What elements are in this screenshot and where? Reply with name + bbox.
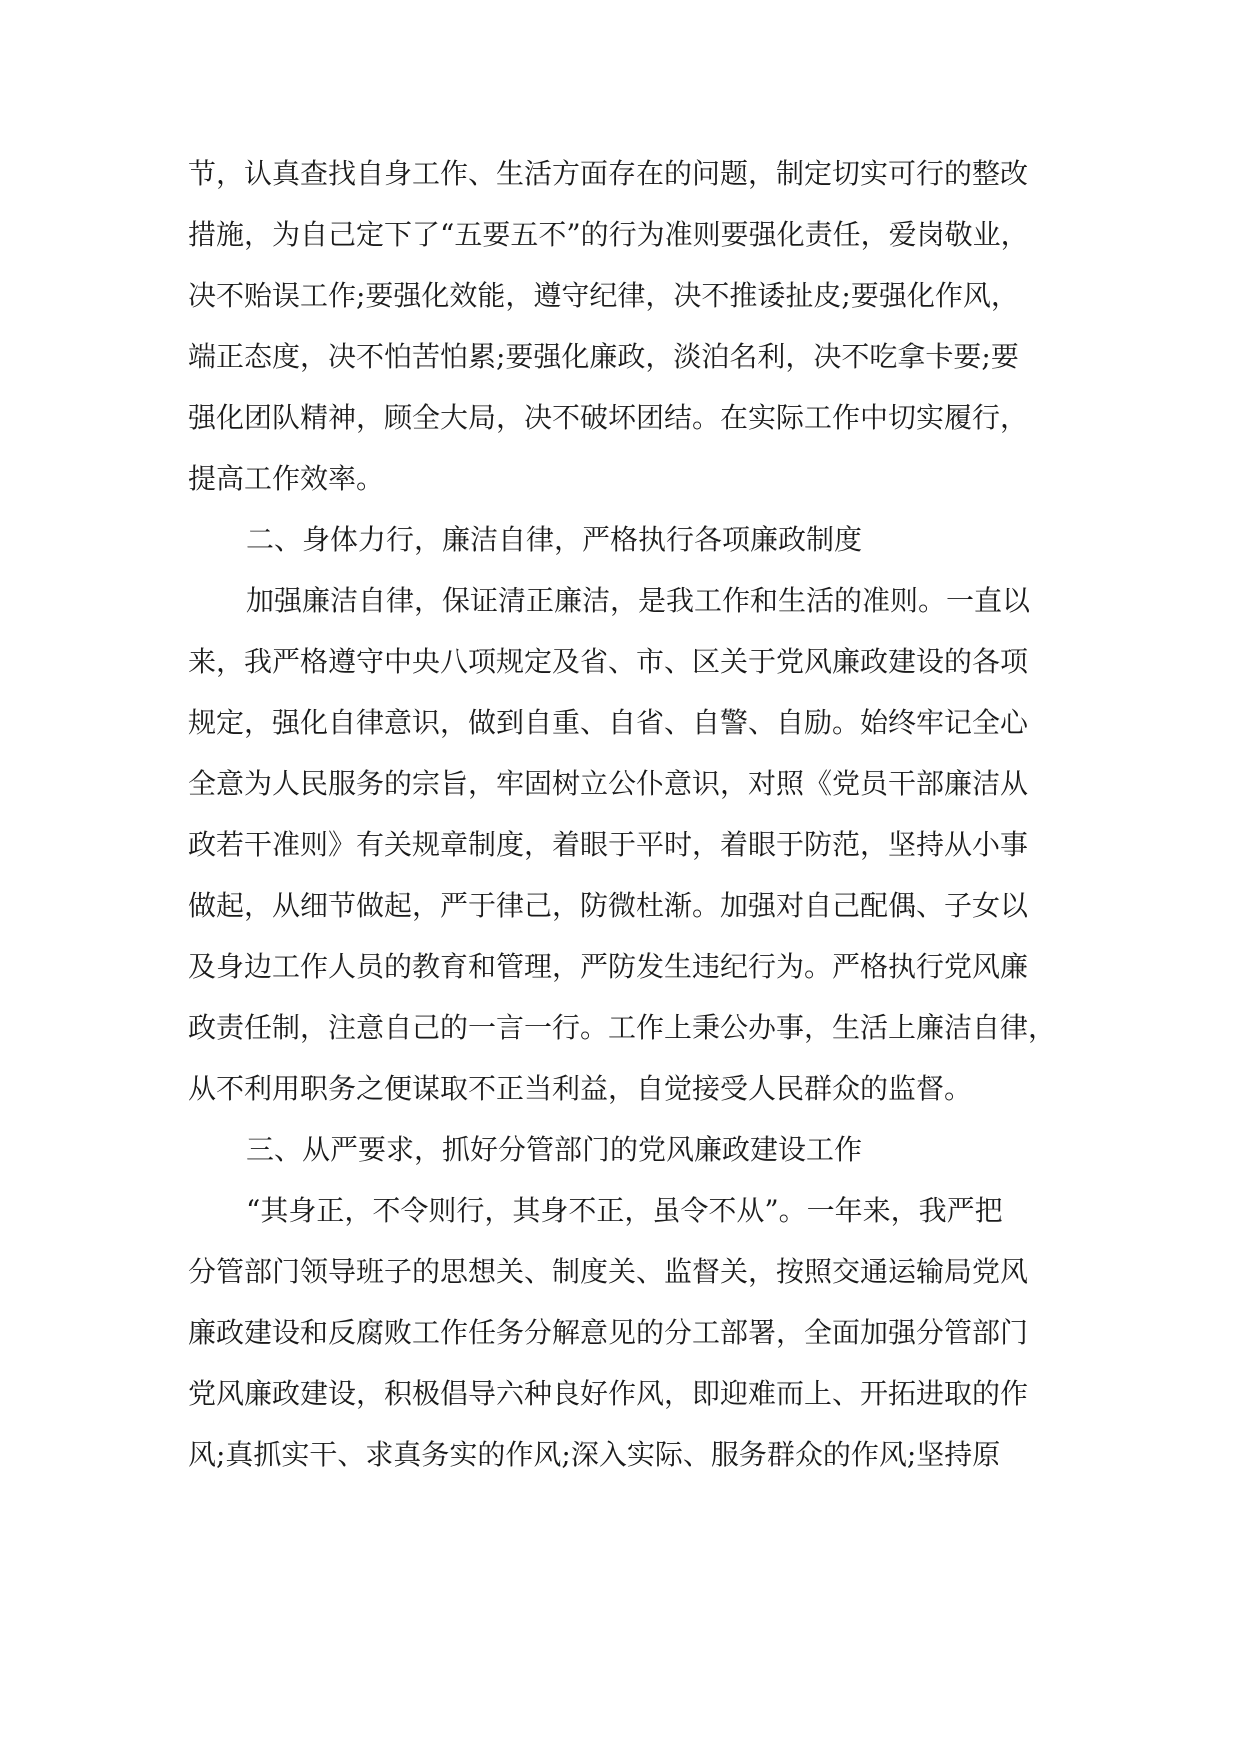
text-line: 加强廉洁自律，保证清正廉洁，是我工作和生活的准则。一直以	[246, 584, 1031, 617]
text-line: 廉政建设和反腐败工作任务分解意见的分工部署，全面加强分管部门	[188, 1316, 1029, 1349]
text-line: 分管部门领导班子的思想关、制度关、监督关，按照交通运输局党风	[188, 1255, 1029, 1288]
text-line: 来，我严格遵守中央八项规定及省、市、区关于党风廉政建设的各项	[188, 645, 1029, 678]
text-line: 及身边工作人员的教育和管理，严防发生违纪行为。严格执行党风廉	[188, 950, 1029, 983]
text-line: 全意为人民服务的宗旨，牢固树立公仆意识，对照《党员干部廉洁从	[188, 767, 1029, 800]
section-heading: 二、身体力行，廉洁自律，严格执行各项廉政制度	[246, 523, 863, 556]
text-line: 节，认真查找自身工作、生活方面存在的问题，制定切实可行的整改	[188, 157, 1029, 190]
text-line: 措施，为自己定下了“五要五不”的行为准则要强化责任，爱岗敬业，	[188, 218, 1029, 251]
text-line: 强化团队精神，顾全大局，决不破坏团结。在实际工作中切实履行，	[188, 401, 1029, 434]
text-line: 党风廉政建设，积极倡导六种良好作风，即迎难而上、开拓进取的作	[188, 1377, 1029, 1410]
text-line: 政责任制，注意自己的一言一行。工作上秉公办事，生活上廉洁自律，	[188, 1011, 1057, 1044]
text-line: 做起，从细节做起，严于律己，防微杜渐。加强对自己配偶、子女以	[188, 889, 1029, 922]
text-line: 规定，强化自律意识，做到自重、自省、自警、自励。始终牢记全心	[188, 706, 1029, 739]
text-line: 提高工作效率。	[188, 462, 385, 495]
text-line: 风;真抓实干、求真务实的作风;深入实际、服务群众的作风;坚持原	[188, 1438, 1001, 1471]
text-line: “其身正，不令则行，其身不正，虽令不从”。一年来，我严把	[246, 1194, 1003, 1227]
text-line: 决不贻误工作;要强化效能，遵守纪律，决不推诿扯皮;要强化作风，	[188, 279, 1019, 312]
text-line: 端正态度，决不怕苦怕累;要强化廉政，淡泊名利，决不吃拿卡要;要	[188, 340, 1019, 373]
text-line: 政若干准则》有关规章制度，着眼于平时，着眼于防范，坚持从小事	[188, 828, 1029, 861]
text-line: 从不利用职务之便谋取不正当利益，自觉接受人民群众的监督。	[188, 1072, 973, 1105]
section-heading: 三、从严要求，抓好分管部门的党风廉政建设工作	[246, 1133, 863, 1166]
